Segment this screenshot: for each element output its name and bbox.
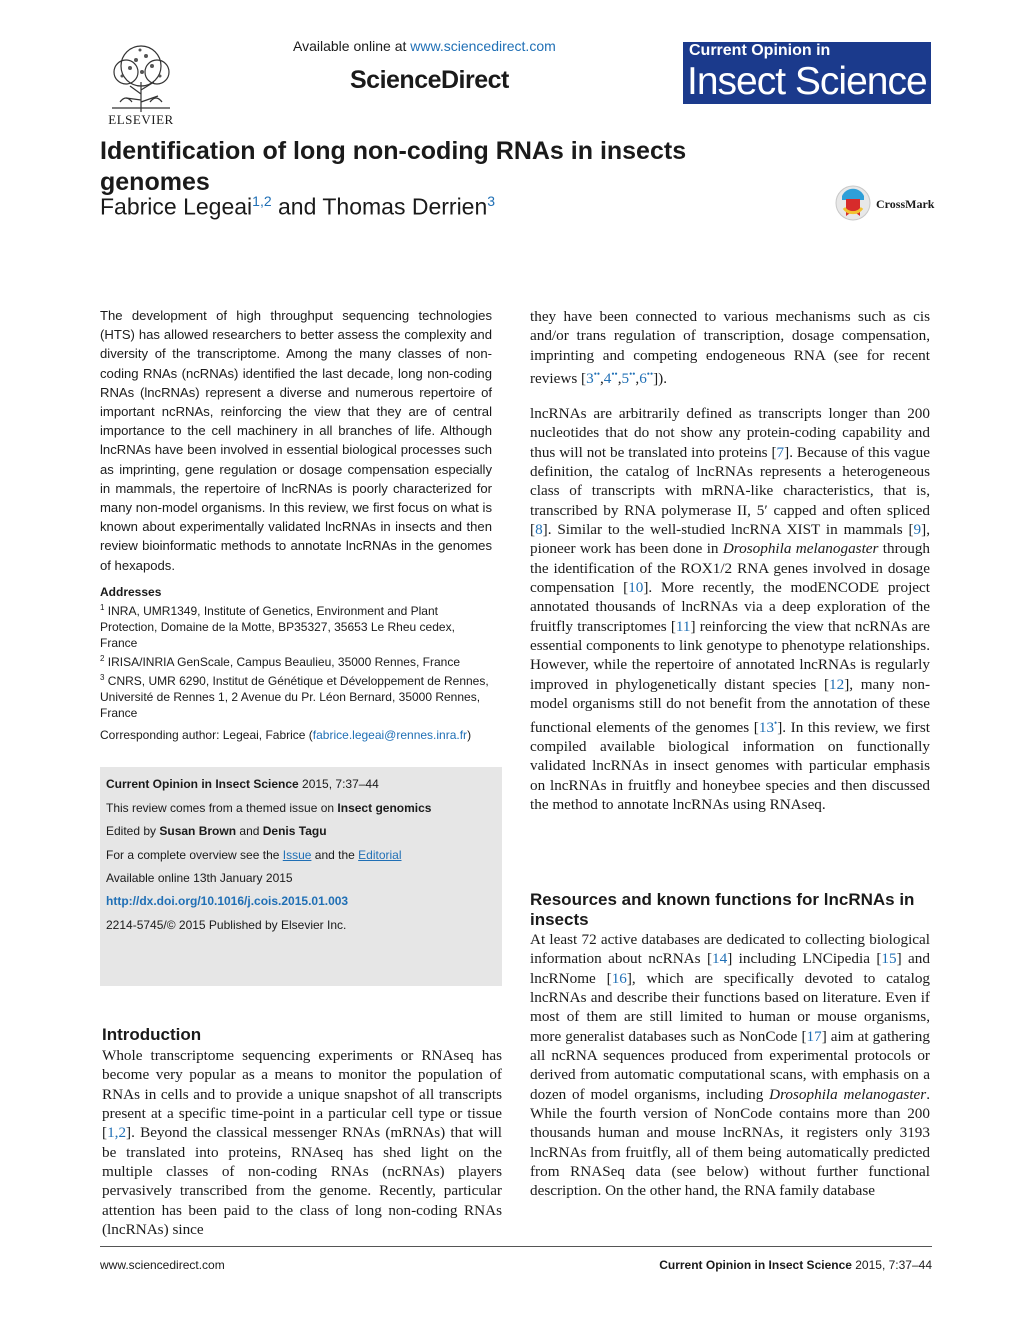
body-paragraph-1: they have been connected to various mechanisms such as cis and/or trans regulation of transcription, dosage compensation, imprinting and competing endogeneous RNA (see for recent reviews [3••,4••,5••,6••]). bbox=[530, 308, 930, 388]
addresses-heading: Addresses bbox=[100, 585, 162, 599]
info-available: Available online 13th January 2015 bbox=[106, 871, 293, 885]
corresponding-author: Corresponding author: Legeai, Fabrice (fabrice.legeai@rennes.inra.fr) bbox=[100, 728, 472, 742]
author-affiliation[interactable]: 1,2 bbox=[252, 193, 272, 209]
abstract: The development of high throughput sequencing technologies (HTS) has allowed researchers to better assess the complexity and diversity of the transcriptome. Among the many classes of non-coding RNAs (ncRNAs) identified the last decade, long non-coding RNAs (lncRNAs) represent a diverse and numerous repertoire of important ncRNAs, reinforcing the view that they are of central importance to the cell machinery in all branches of life. Although lncRNAs have been involved in essential biological processes such as imprinting, gene regulation or dosage compensation especially in mammals, the repertoire of lncRNAs is poorly characterized for many non-model organisms. In this review, we first focus on what is known about experimentally validated lncRNAs in insects and then review bioinformatic methods to annotate lncRNAs in the genomes of hexapods. bbox=[100, 308, 492, 573]
citation-link[interactable]: 12 bbox=[829, 675, 845, 693]
sciencedirect-title: ScienceDirect bbox=[350, 66, 509, 94]
citation-link[interactable]: 4 bbox=[603, 370, 612, 388]
sciencedirect-link[interactable]: www.sciencedirect.com bbox=[410, 38, 556, 54]
info-overview: For a complete overview see the Issue and the Editorial bbox=[106, 848, 402, 862]
citation-link[interactable]: 8 bbox=[535, 521, 543, 539]
citation-link[interactable]: 5 bbox=[621, 370, 630, 388]
citation-link[interactable]: 3 bbox=[586, 370, 594, 388]
body-paragraph-2: lncRNAs are arbitrarily defined as transcripts longer than 200 nucleotides that do not show any protein-coding capability and thus will not be translated into proteins [7]. Because of this vague definition, the catalog of lncRNAs represents a heterogeneous class of transcripts with mRNA-like characteristics, that is, transcribed by RNA polymerase II, 5′ capped and often spliced [8]. Similar to the well-studied lncRNA XIST in mammals [9], pioneer work has been done in Drosophila melanogaster through the identification of the ROX1/2 RNA genes involved in dosage compensation [10]. More recently, the modENCODE project annotated thousands of lncRNAs via a deep exploration of the fruitfly transcriptomes [11] reinforcing the view that ncRNAs are essential components to link genotype to phenotype relationships. However, while the repertoire of annotated lncRNAs is regularly improved in phylogenetically distant species [12], many non-model organisms still do not benefit from the annotation of these functional elements of the genomes [13•]. In this review, we first compiled available biological information on functionally validated lncRNAs in insect genomes with particular emphasis on lncRNAs in fruitfly and honeybee species and then discussed the method to annotate lncRNAs using RNAseq. bbox=[530, 405, 931, 813]
issue-link[interactable]: Issue bbox=[282, 848, 312, 862]
address-2: $^2$ IRISA/INRIA GenScale, Campus Beaulieu, 35000 Rennes, France bbox=[100, 654, 460, 669]
doi-link[interactable]: http://dx.doi.org/10.1016/j.cois.2015.01.003 bbox=[106, 894, 349, 908]
elsevier-wordmark: ELSEVIER bbox=[108, 112, 174, 127]
author-name: Fabrice Legeai bbox=[100, 193, 253, 220]
citation-link[interactable]: 17 bbox=[806, 1027, 822, 1045]
editorial-link[interactable]: Editorial bbox=[358, 848, 402, 862]
journal-badge-line1: Current Opinion in bbox=[689, 42, 831, 59]
journal-badge-line2: Insect Science bbox=[687, 60, 927, 103]
footer-divider bbox=[100, 1246, 932, 1247]
info-editors: Edited by Susan Brown and Denis Tagu bbox=[106, 824, 327, 838]
footer-site: www.sciencedirect.com bbox=[100, 1258, 225, 1272]
available-online: Available online at www.sciencedirect.com bbox=[293, 38, 556, 54]
address-1: $^1$ INRA, UMR1349, Institute of Genetics, Environment and Plant Protection, Domaine de la Motte, BP35327, 35653 Le Rheu cedex, France bbox=[100, 603, 455, 650]
citation-link[interactable]: 14 bbox=[712, 950, 728, 968]
citation-link[interactable]: 11 bbox=[675, 617, 691, 635]
addresses bbox=[100, 584, 492, 721]
author-email-link[interactable]: fabrice.legeai@rennes.inra.fr bbox=[312, 728, 468, 742]
info-copyright: 2214-5745/© 2015 Published by Elsevier Inc. bbox=[106, 918, 347, 932]
citation-link[interactable]: 7 bbox=[776, 443, 785, 461]
info-theme: This review comes from a themed issue on Insect genomics bbox=[106, 801, 432, 815]
crossmark-label: CrossMark bbox=[876, 197, 935, 211]
body-paragraph-3: At least 72 active databases are dedicated to collecting biological information about ncRNAs [14] including LNCipedia [15] and lncRNome [16], which are specifically devoted to catalog lncRNAs and describe their functions based on literature. Even if most of them are still limited to human or mouse organisms, more generalist databases such as NonCode [17] aim at gathering all ncRNA sequences produced from experimental protocols or derived from automatic computational scans, with emphasis on a dozen of model organisms, including Drosophila melanogaster. While the fourth version of NonCode contains more than 200 thousands human and mouse lncRNAs, it registers only 3193 lncRNAs from fruitfly, all of them being automatically predicted from RNASeq data (see below) without further functional description. On the other hand, the RNA family database bbox=[530, 931, 931, 1200]
citation-link[interactable]: 15 bbox=[881, 950, 897, 968]
citation-link[interactable]: 1,2 bbox=[107, 1124, 127, 1142]
citation-link[interactable]: 16 bbox=[611, 969, 627, 987]
address-3: $^3$ CNRS, UMR 6290, Institut de Génétique et Développement de Rennes, Université de Rennes 1, 2 Avenue du Pr. Léon Bernard, 35000 Rennes, France bbox=[100, 673, 489, 720]
introduction-heading: Introduction bbox=[102, 1025, 202, 1044]
introduction-paragraph: Whole transcriptome sequencing experiments or RNAseq has become very popular as a means to monitor the population of RNAs in cells and to provide a unique snapshot of all transcripts present at a specific time-point in a particular cell type or tissue [1,2]. Beyond the classical messenger RNAs (mRNAs) that will be translated into proteins, RNAseq has shed light on the multiple classes of non-coding RNAs (ncRNAs) players pervasively transcribed from the genome. Recently, particular attention has been paid to the class of long non-coding RNAs (lncRNAs) since bbox=[102, 1047, 502, 1239]
resources-heading: Resources and known functions for lncRNAs in insects bbox=[530, 890, 915, 929]
journal-badge bbox=[683, 42, 931, 104]
article-info-box bbox=[100, 767, 502, 986]
footer-citation: Current Opinion in Insect Science 2015, 7:37–44 bbox=[659, 1258, 932, 1272]
citation-link[interactable]: 9 bbox=[913, 521, 922, 539]
article-title: Identification of long non-coding RNAs in insects genomes bbox=[100, 137, 687, 196]
author-affiliation[interactable]: 3 bbox=[487, 193, 496, 209]
citation-link[interactable]: 13 bbox=[758, 718, 775, 736]
citation-link[interactable]: 6 bbox=[639, 370, 647, 388]
authors: Fabrice Legeai$^{1,2}$ and Thomas Derrien$^3$ bbox=[100, 193, 496, 220]
info-citation: Current Opinion in Insect Science 2015, 7:37–44 bbox=[106, 777, 379, 791]
citation-link[interactable]: 10 bbox=[628, 579, 644, 597]
author-name: Thomas Derrien bbox=[322, 193, 488, 220]
crossmark-icon bbox=[835, 184, 875, 222]
